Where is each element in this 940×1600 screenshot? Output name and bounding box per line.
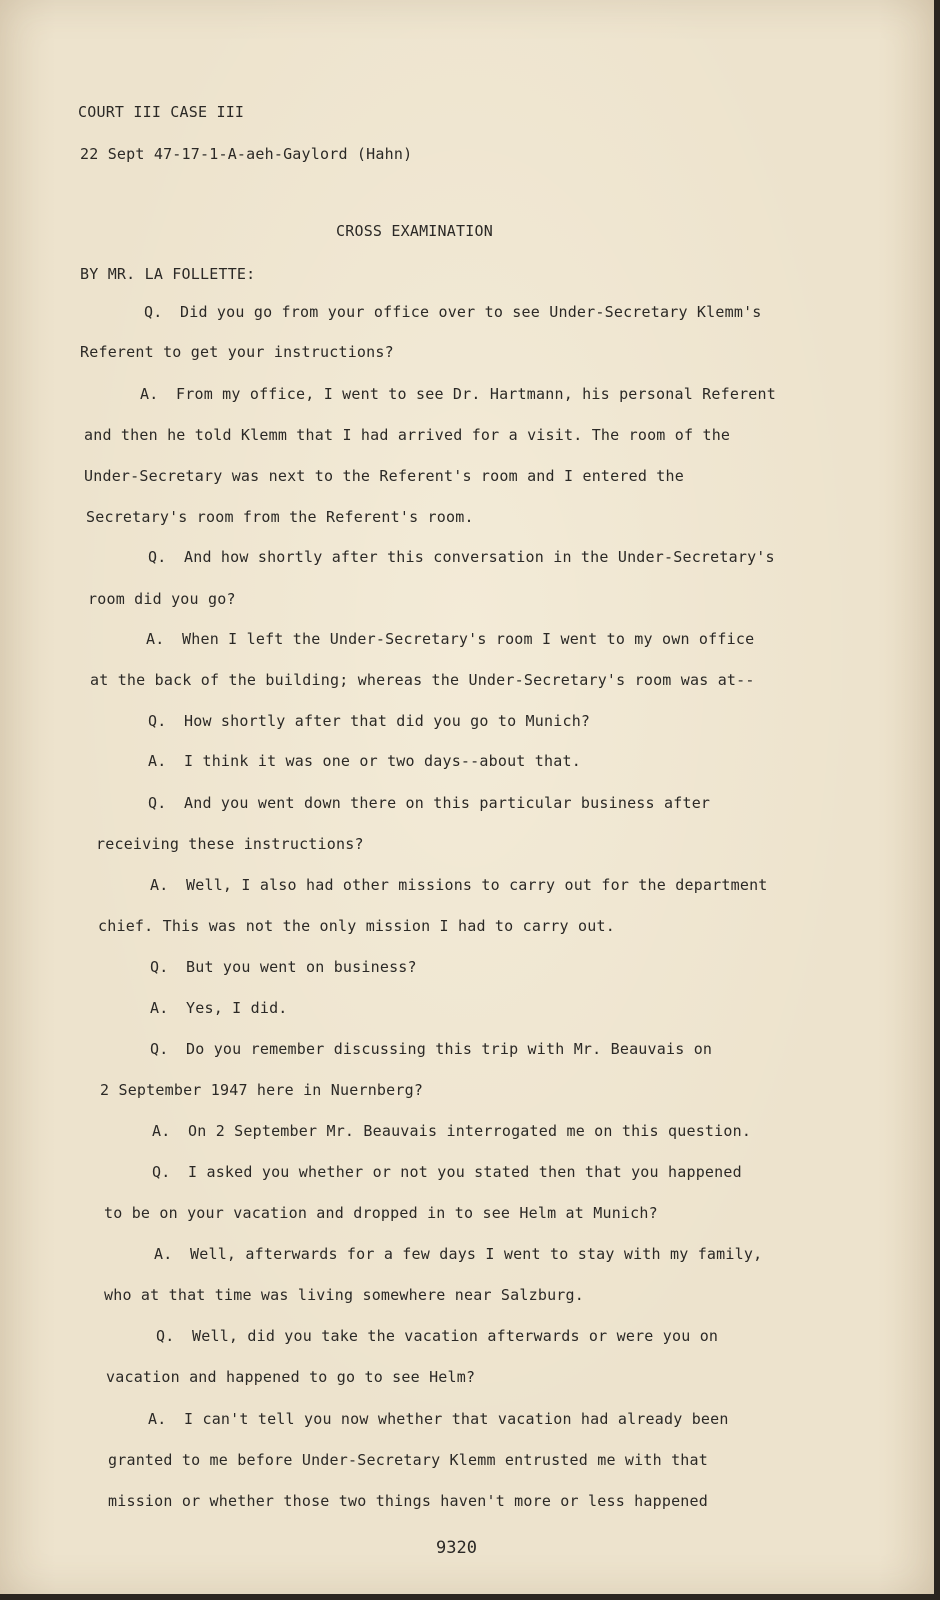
transcript-line [148,548,775,566]
transcript-line: at the back of the building; whereas the Under-Secretary's room was at-- [90,671,755,689]
transcript-line: and then he told Klemm that I had arrived for a visit. The room of the [84,426,731,444]
transcript-line [146,630,754,648]
transcript-line [148,1410,729,1428]
speaker-label: Q. [150,1040,169,1058]
transcript-line: chief. This was not the only mission I had to carry out. [98,917,615,935]
transcript-line [150,876,768,894]
transcript-line: granted to me before Under-Secretary Klemm entrusted me with that [108,1451,708,1469]
line-text: And how shortly after this conversation in the Under-Secretary's [184,548,775,566]
transcript-line: vacation and happened to go to see Helm? [106,1368,476,1386]
line-text: I think it was one or two days--about that. [184,752,581,770]
speaker-label: A. [146,630,165,648]
transcript-line: Referent to get your instructions? [80,343,394,361]
line-text: But you went on business? [186,958,417,976]
speaker-label: Q. [148,794,167,812]
transcript-line [154,1245,762,1263]
line-text: I can't tell you now whether that vacation had already been [184,1410,729,1428]
line-text: Do you remember discussing this trip with Mr. Beauvais on [186,1040,713,1058]
line-text: Did you go from your office over to see Under-Secretary Klemm's [180,303,762,321]
court-case-header: COURT III CASE III [78,103,245,121]
page-number: 9320 [436,1538,477,1558]
speaker-label: A. [140,385,159,403]
speaker-label: A. [152,1122,171,1140]
transcript-line [152,1163,742,1181]
transcript-line: to be on your vacation and dropped in to see Helm at Munich? [104,1204,658,1222]
speaker-label: Q. [156,1327,175,1345]
line-text: Yes, I did. [186,999,288,1017]
speaker-label: A. [154,1245,173,1263]
section-title: CROSS EXAMINATION [336,222,493,240]
transcript-line: mission or whether those two things haven't more or less happened [108,1492,708,1510]
speaker-label: Q. [144,303,163,321]
speaker-label: A. [148,752,167,770]
line-text: On 2 September Mr. Beauvais interrogated me on this question. [188,1122,752,1140]
speaker-label: Q. [150,958,169,976]
transcript-line: who at that time was living somewhere near Salzburg. [104,1286,584,1304]
speaker-label: A. [150,876,169,894]
line-text: And you went down there on this particular business after [184,794,711,812]
speaker-label: A. [148,1410,167,1428]
transcript-line [156,1327,718,1345]
transcript-line: room did you go? [88,590,236,608]
transcript-line: Secretary's room from the Referent's room. [86,508,474,526]
line-text: When I left the Under-Secretary's room I went to my own office [182,630,755,648]
transcript-line [150,958,417,976]
line-text: Well, did you take the vacation afterwards or were you on [192,1327,719,1345]
transcript-line [140,385,776,403]
transcript-line: receiving these instructions? [96,835,364,853]
transcript-line [148,752,581,770]
examiner-line: BY MR. LA FOLLETTE: [80,265,256,283]
line-text: Well, I also had other missions to carry out for the department [186,876,768,894]
line-text: How shortly after that did you go to Munich? [184,712,591,730]
speaker-label: Q. [148,548,167,566]
transcript-line [148,794,710,812]
speaker-label: Q. [152,1163,171,1181]
speaker-label: Q. [148,712,167,730]
line-text: Well, afterwards for a few days I went to stay with my family, [190,1245,763,1263]
transcript-line: 2 September 1947 here in Nuernberg? [100,1081,424,1099]
transcript-line [144,303,762,321]
line-text: From my office, I went to see Dr. Hartmann, his personal Referent [176,385,776,403]
transcript-line [152,1122,751,1140]
speaker-label: A. [150,999,169,1017]
session-line: 22 Sept 47-17-1-A-aeh-Gaylord (Hahn) [80,145,413,163]
transcript-line [148,712,590,730]
transcript-line [150,999,288,1017]
line-text: I asked you whether or not you stated then that you happened [188,1163,742,1181]
transcript-line: Under-Secretary was next to the Referent's room and I entered the [84,467,684,485]
transcript-line [150,1040,712,1058]
